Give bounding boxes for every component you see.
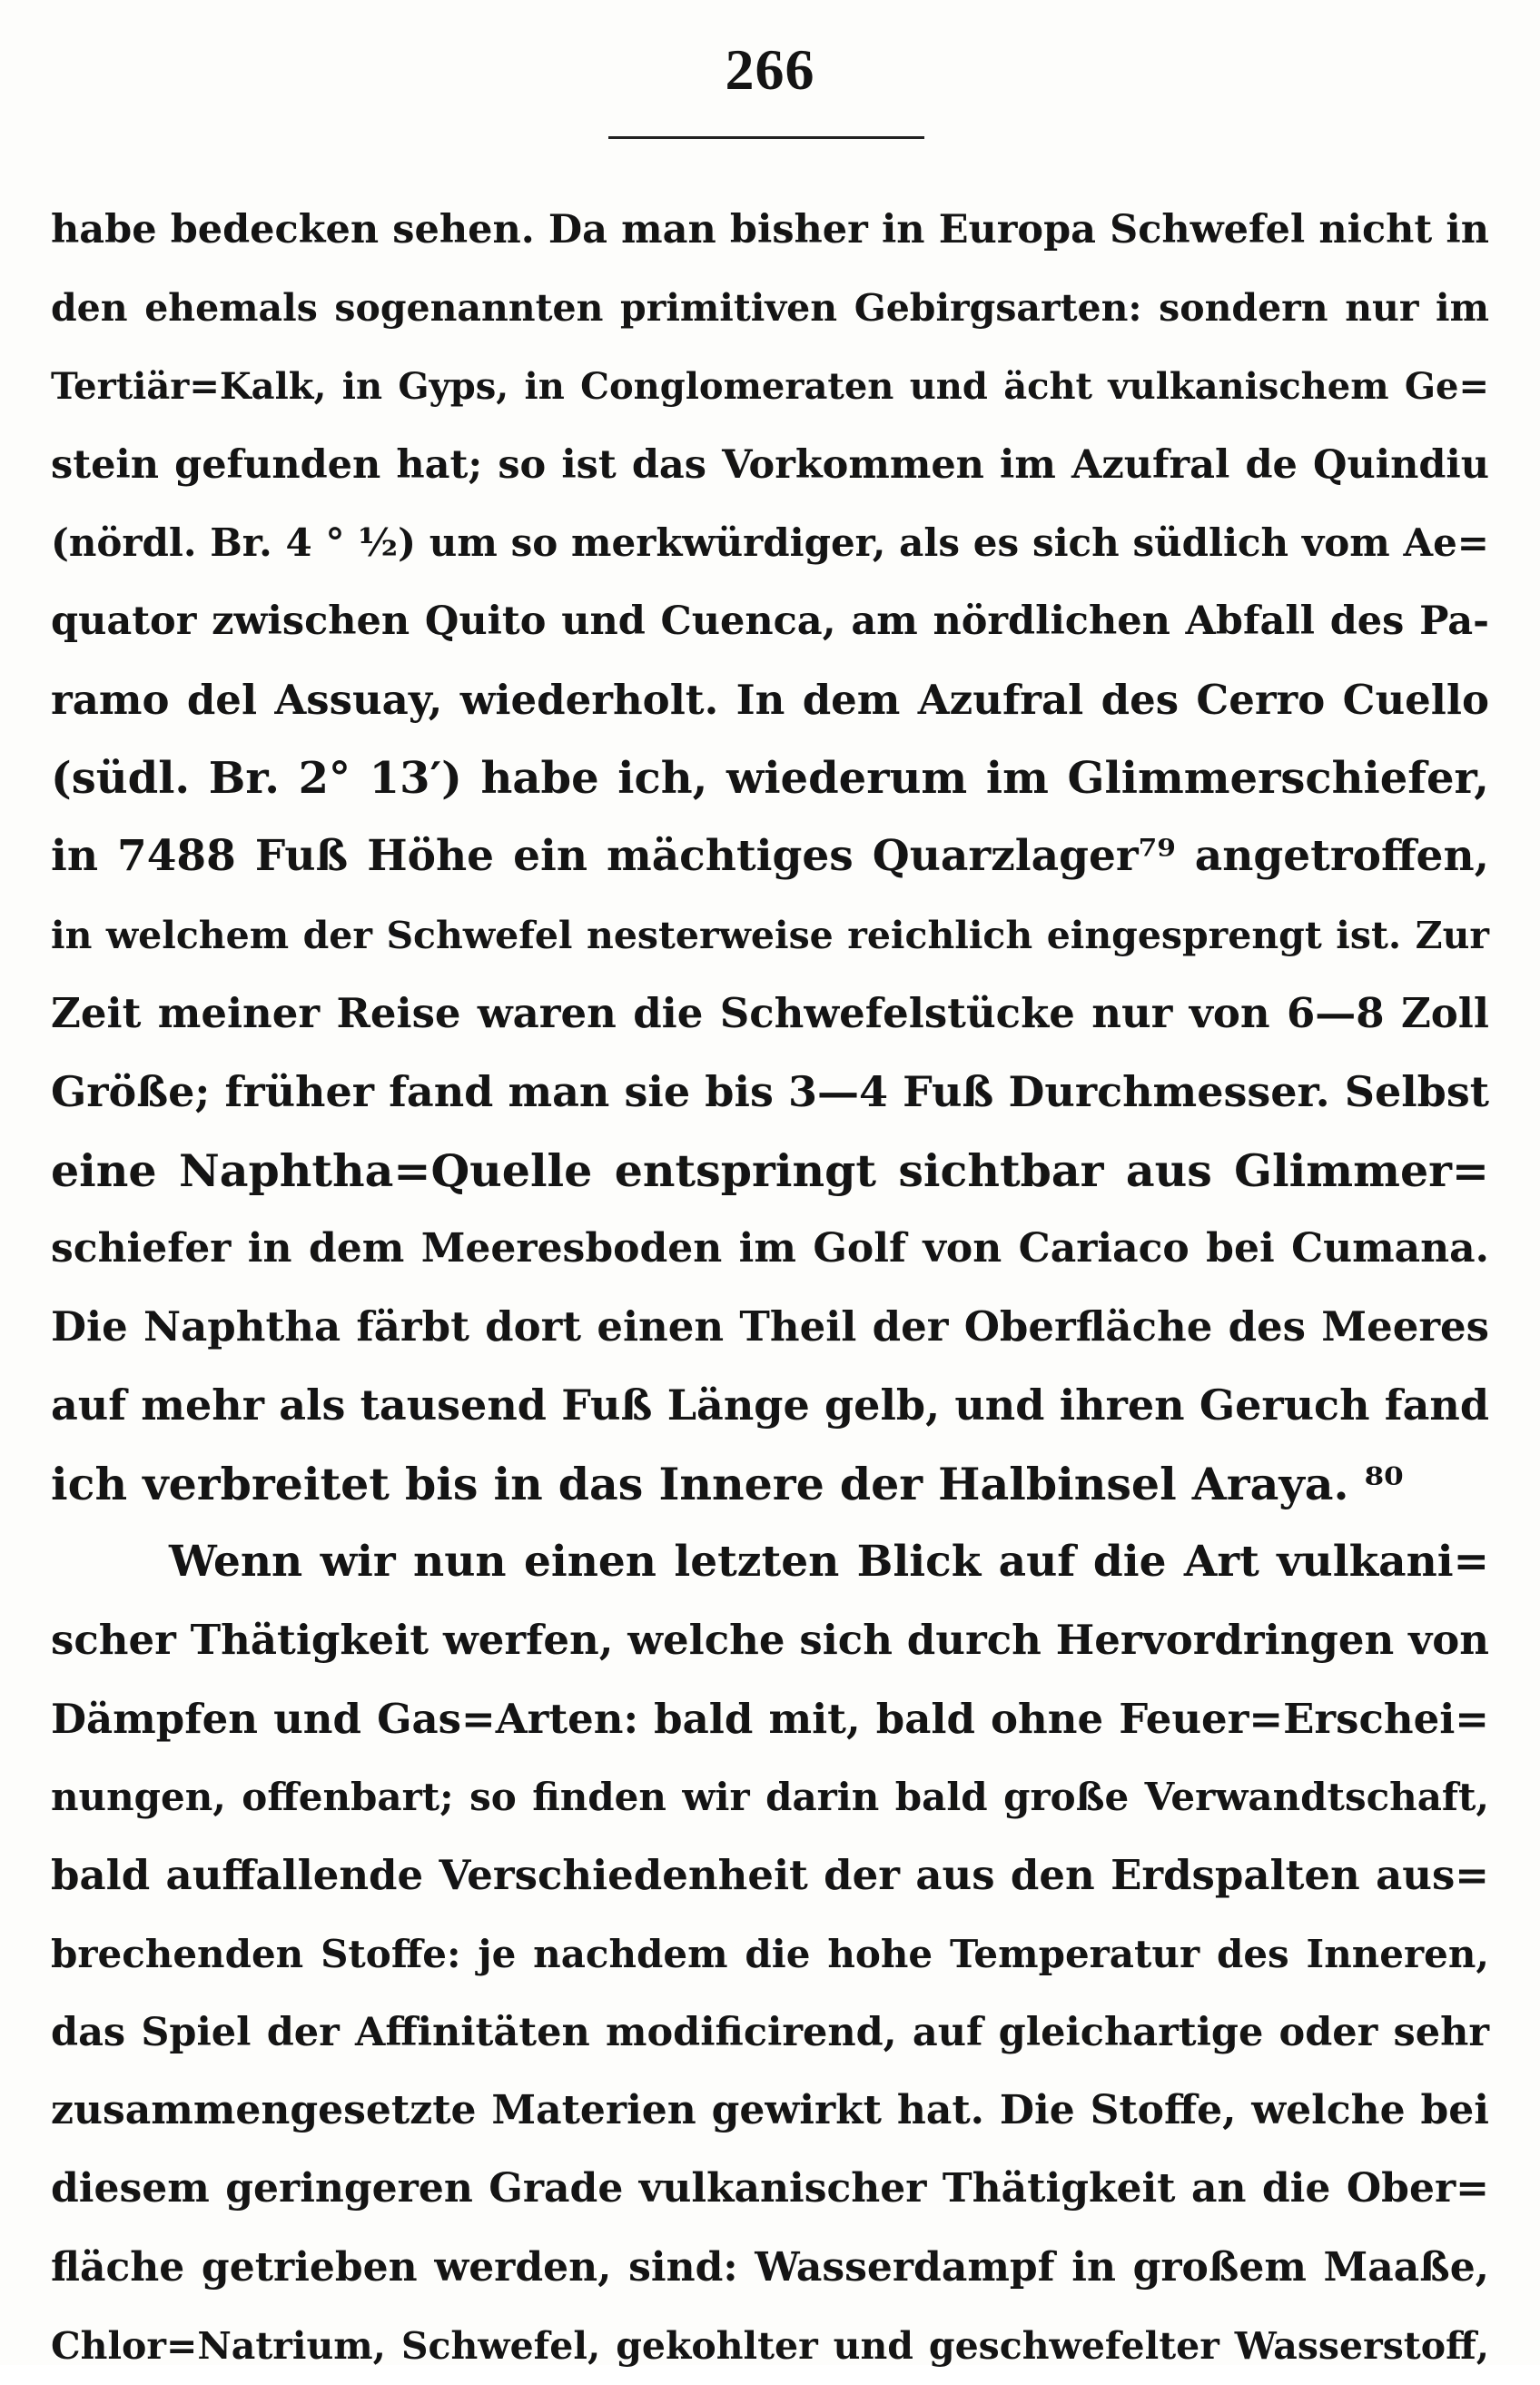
text-line: Chlor=Natrium, Schwefel, gekohlter und geschwefelter Wasserstoff, (51, 2324, 1489, 2369)
text-line: das Spiel der Affinitäten modificirend, auf gleichartige oder sehr (51, 2009, 1489, 2055)
text-line: fläche getrieben werden, sind: Wasserdampf in großem Maaße, (51, 2243, 1489, 2291)
text-line: zusammengesetzte Materien gewirkt hat. Die Stoffe, welche bei (51, 2087, 1489, 2134)
text-line: auf mehr als tausend Fuß Länge gelb, und ihren Geruch fand (51, 1381, 1489, 1430)
text-line: (südl. Br. 2° 13′) habe ich, wiederum im Glimmerschiefer, (51, 753, 1489, 805)
text-line: ramo del Assuay, wiederholt. In dem Azufral des Cerro Cuello (51, 675, 1489, 724)
text-line: habe bedecken sehen. Da man bisher in Europa Schwefel nicht in (51, 207, 1489, 252)
text-line: in 7488 Fuß Höhe ein mächtiges Quarzlager⁷⁹ angetroffen, (51, 831, 1489, 882)
page-number: 266 (725, 37, 815, 102)
text-line: Zeit meiner Reise waren die Schwefelstücke nur von 6—8 Zoll (51, 988, 1489, 1037)
text-line: den ehemals sogenannten primitiven Gebirgsarten: sondern nur im (51, 286, 1489, 331)
text-line: diesem geringeren Grade vulkanischer Thätigkeit an die Ober= (51, 2165, 1489, 2212)
text-line: brechenden Stoffe: je nachdem die hohe Temperatur des Inneren, (51, 1931, 1489, 1976)
text-line: eine Naphtha=Quelle entspringt sichtbar aus Glimmer= (51, 1143, 1489, 1197)
text-line: scher Thätigkeit werfen, welche sich durch Hervordringen von (51, 1616, 1489, 1665)
text-line: nungen, offenbart; so finden wir darin bald große Verwandtschaft, (51, 1774, 1489, 1819)
header-rule (608, 136, 924, 139)
text-line: Dämpfen und Gas=Arten: bald mit, bald ohne Feuer=Erschei= (51, 1694, 1489, 1743)
paragraph-first-line: Wenn wir nun einen letzten Blick auf die Art vulkani= (169, 1537, 1489, 1588)
body-text (51, 191, 1489, 2385)
text-line: bald auffallende Verschiedenheit der aus den Erdspalten aus= (51, 1851, 1489, 1900)
text-line: quator zwischen Quito und Cuenca, am nördlichen Abfall des Pa- (51, 599, 1489, 645)
text-line: ich verbreitet bis in das Innere der Halbinsel Araya. ⁸⁰ (51, 1457, 1404, 1510)
text-line: stein gefunden hat; so ist das Vorkommen im Azufral de Quindiu (51, 441, 1489, 488)
text-line: Die Naphtha färbt dort einen Theil der Oberfläche des Meeres (51, 1302, 1489, 1351)
text-line: (nördl. Br. 4 ° ½) um so merkwürdiger, als es sich südlich vom Ae= (51, 520, 1489, 566)
text-line: in welchem der Schwefel nesterweise reichlich eingesprengt ist. Zur (51, 913, 1489, 957)
text-line: Größe; früher fand man sie bis 3—4 Fuß Durchmesser. Selbst (51, 1067, 1489, 1117)
text-line: Tertiär=Kalk, in Gyps, in Conglomeraten und ächt vulkanischem Ge= (51, 364, 1489, 408)
text-line: schiefer in dem Meeresboden im Golf von Cariaco bei Cumana. (51, 1224, 1489, 1272)
